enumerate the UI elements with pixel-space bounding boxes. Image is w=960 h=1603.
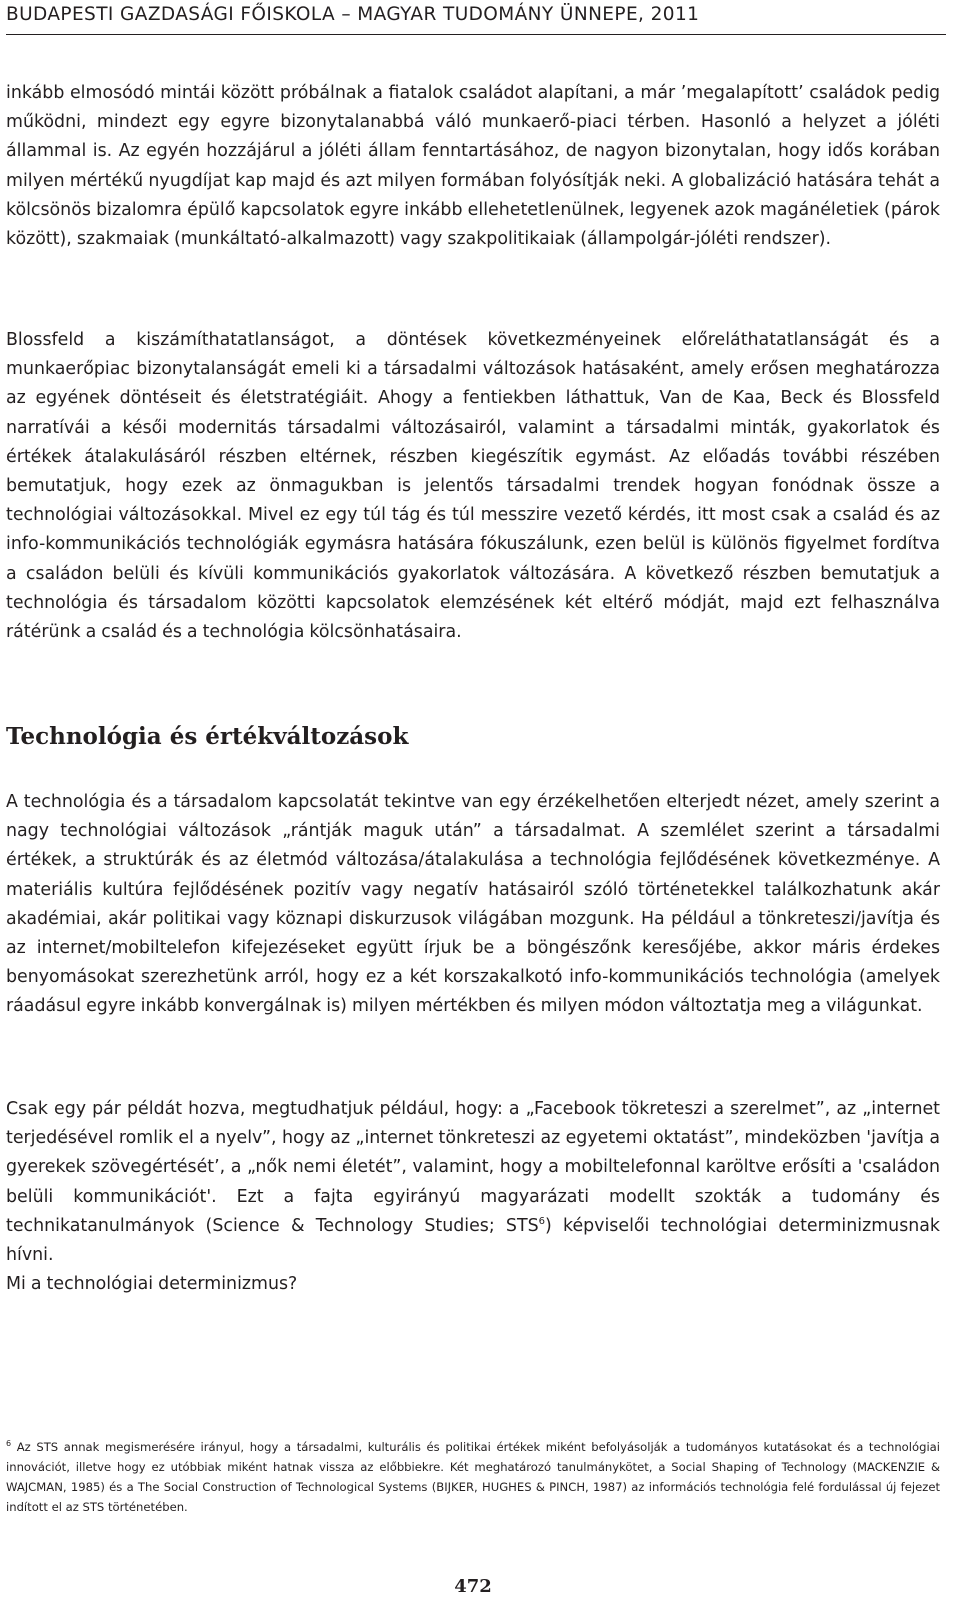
footnote-reference[interactable]: 6 <box>538 1216 545 1228</box>
body-paragraph-4 <box>6 1095 940 1299</box>
body-paragraph-3: A technológia és a társadalom kapcsolatát tekintve van egy érzékelhetően elterjedt nézet, amely szerint a nagy technológiai változások „rántják maguk után” a társadalmat. A szemlélet szerint a társadalmi értékek, a struktúrák és az életmód változása/átalakulása a technológia fejlődésének következménye. A materiális kultúra fejlődésének pozitív vagy negatív hatásairól szóló történetekkel találkozhatunk akár akadémiai, akár politikai vagy köznapi diskurzusok világában mozgunk. Ha például a tönkreteszi/javítja és az internet/mobiltelefon kifejezéseket együtt írjuk be a böngészőnk keresőjébe, akkor máris érdekes benyomásokat szerezhetünk arról, hogy ez a két korszakalkotó info-kommunikációs technológia (amelyek ráadásul egyre inkább konvergálnak is) milyen mértékben és milyen módon változtatja meg a világunkat. <box>6 792 940 1017</box>
body-paragraph-1: inkább elmosódó mintái között próbálnak a fiatalok családot alapítani, a már ’megalapított’ családok pedig működni, mindezt egy egyre bizonytalanabbá váló munkaerő-piaci térben. Hasonló a helyzet a jóléti állammal is. Az egyén hozzájárul a jóléti állam fenntartásához, de nagyon bizonytalan, hogy idős korában milyen mértékű nyugdíjat kap majd és azt milyen formában folyósítják neki. A globalizáció hatására tehát a kölcsönös bizalomra épülő kapcsolatok egyre inkább ellehetetlenülnek, legyenek azok magánéletiek (párok között), szakmaiak (munkáltató-alkalmazott) vagy szakpolitikaiak (állampolgár-jóléti rendszer). <box>6 83 940 250</box>
header-divider <box>6 34 946 35</box>
footnote-marker: 6 <box>6 1439 12 1449</box>
footnote-text: Az STS annak megismerésére irányul, hogy a társadalmi, kulturális és politikai értékek miként befolyásolják a tudományos kutatásokat és a technológiai innovációt, illetve hogy ez utóbbiak miként hatnak vissza az előbbiekre. Két meghatározó tanulmánykötet, a Social Shaping of Technology (MACKENZIE & WAJCMAN, 1985) és a The Social Construction of Technological Systems (BIJKER, HUGHES & PINCH, 1987) az információs technológia felé fordulással új fejezet indított el az STS történetében. <box>6 1440 940 1514</box>
page-number: 472 <box>454 1576 492 1597</box>
question-line: Mi a technológiai determinizmus? <box>6 1274 298 1295</box>
paragraph-4-tail: ) képviselői technológiai determinizmusnak hívni. <box>6 1215 940 1266</box>
paragraph-4-text: Csak egy pár példát hozva, megtudhatjuk például, hogy: a „Facebook tökreteszi a szerelmet”, az „internet terjedésével romlik el a nyelv”, hogy az „internet tönkreteszi az egyetemi oktatást”, mindeközben 'javítja a gyerekek szövegértését’, a „nők nemi életét”, valamint, hogy a mobiltelefonnal karöltve erősíti a 'családon belüli kommunikációt'. Ezt a fajta egyirányú magyarázati modellt szokták a tudomány és technikatanulmányok (Science & Technology Studies; STS <box>6 1099 940 1236</box>
body-paragraph-2: Blossfeld a kiszámíthatatlanságot, a döntések következményeinek előreláthatatlanságát és a munkaerőpiac bizonytalanságát emeli ki a társadalmi változások hatásaként, amely erősen meghatározza az egyének döntéseit és életstratégiáit. Ahogy a fentiekben láthattuk, Van de Kaa, Beck és Blossfeld narratívái a késői modernitás társadalmi változásairól, valamint a társadalmi minták, gyakorlatok és értékek átalakulásáról részben eltérnek, részben kiegészítik egymást. Az előadás további részében bemutatjuk, hogy ezek az önmagukban is jelentős társadalmi trendek hogyan fonódnak össze a technológiai változásokkal. Mivel ez egy túl tág és túl messzire vezető kérdés, itt most csak a család és az info-kommunikációs technológiák egymásra hatására fókuszálunk, ezen belül is különös figyelmet fordítva a családon belüli és kívüli kommunikációs gyakorlatok változására. A következő részben bemutatjuk a technológia és társadalom közötti kapcsolatok elemzésének két eltérő módját, majd ezt felhasználva rátérünk a család és a technológia kölcsönhatásaira. <box>6 330 940 643</box>
running-header: BUDAPESTI GAZDASÁGI FŐISKOLA – MAGYAR TUDOMÁNY ÜNNEPE, 2011 <box>6 4 700 25</box>
footnote <box>6 1437 940 1517</box>
section-heading: Technológia és értékváltozások <box>6 723 409 750</box>
